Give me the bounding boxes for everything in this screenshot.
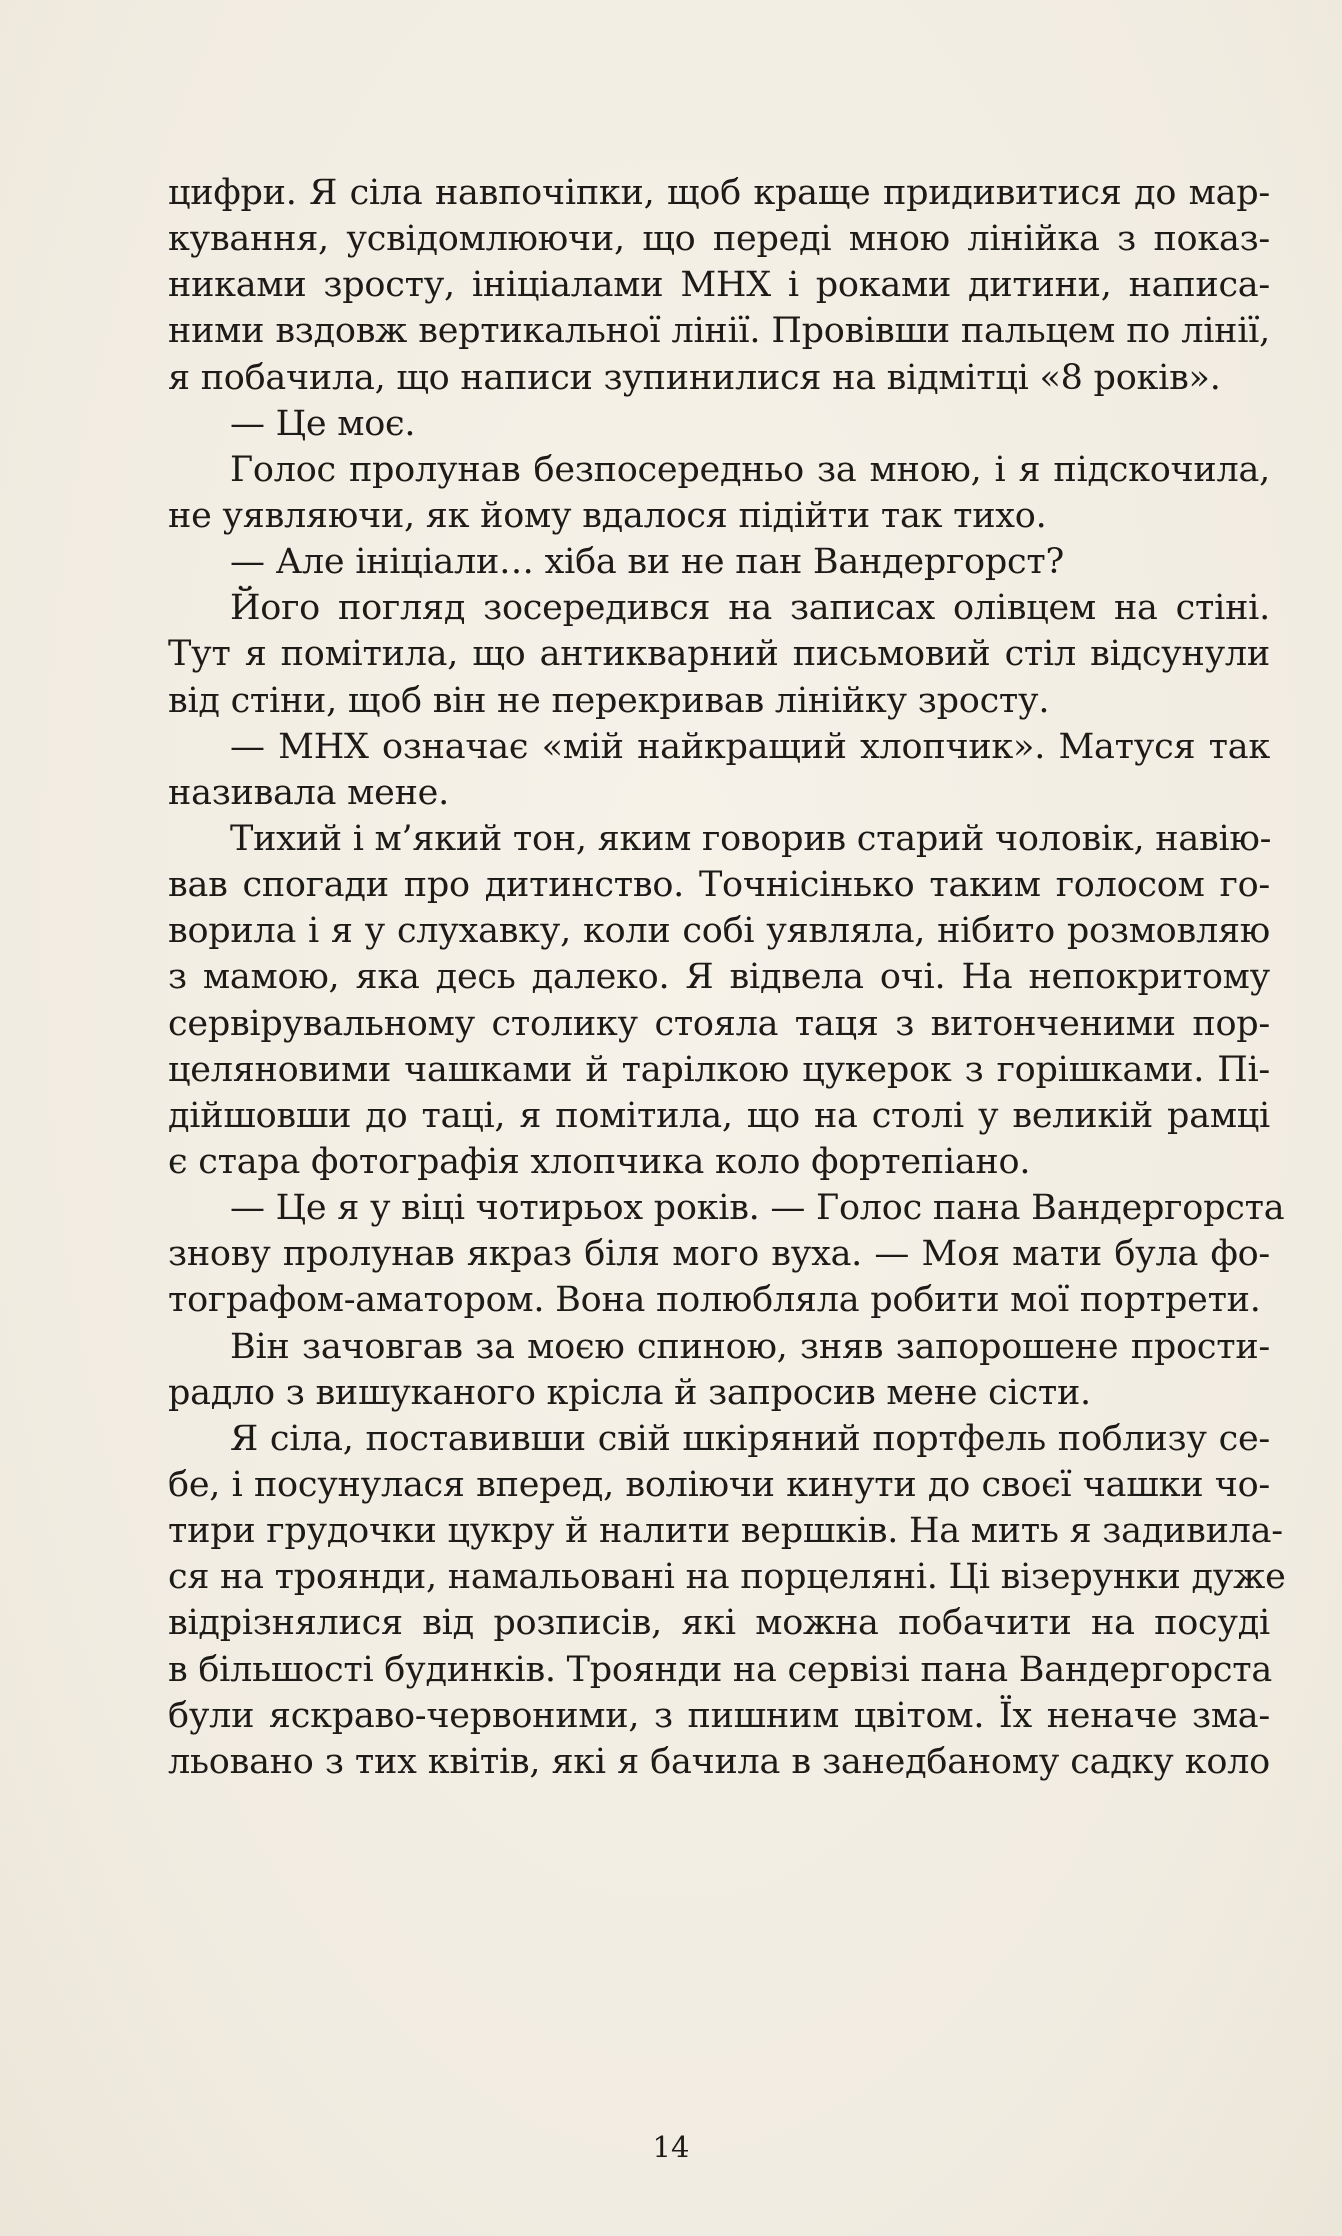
text-line: Він зачовгав за моєю спиною, зняв запорошене прости-	[230, 1326, 1270, 1367]
text-line: Я сіла, поставивши свій шкіряний портфель поблизу се-	[230, 1418, 1270, 1459]
text-line: відрізнялися від розписів, які можна побачити на посуді	[168, 1603, 1270, 1644]
page-number: 14	[652, 2130, 690, 2164]
text-line: — Але ініціали… хіба ви не пан Вандергорст?	[230, 542, 1065, 583]
text-line: ся на троянди, намальовані на порцеляні. Ці візерунки дуже	[168, 1557, 1286, 1598]
text-line: — Це моє.	[230, 403, 416, 444]
text-line: ворила і я у слухавку, коли собі уявляла, нібито розмовляю	[168, 911, 1270, 952]
text-line: льовано з тих квітів, які я бачила в занедбаному садку коло	[168, 1741, 1270, 1782]
text-line: тографом-аматором. Вона полюбляла робити мої портрети.	[168, 1280, 1261, 1321]
text-line: є стара фотографія хлопчика коло фортепіано.	[168, 1141, 1031, 1182]
text-line: ними вздовж вертикальної лінії. Провівши пальцем по лінії,	[168, 311, 1270, 352]
text-line: Тут я помітила, що антикварний письмовий стіл відсунули	[168, 634, 1270, 675]
text-line: з мамою, яка десь далеко. Я відвела очі. На непокритому	[168, 957, 1270, 998]
text-line: — МНХ означає «мій найкращий хлопчик». Матуся так	[230, 726, 1270, 767]
text-line: вав спогади про дитинство. Точнісінько таким голосом го-	[168, 865, 1270, 906]
text-line: називала мене.	[168, 772, 450, 813]
text-line: бе, і посунулася вперед, воліючи кинути до своєї чашки чо-	[168, 1464, 1270, 1505]
text-line: від стіни, щоб він не перекривав лінійку зросту.	[168, 680, 1050, 721]
text-line: радло з вишуканого крісла й запросив мене сісти.	[168, 1372, 1091, 1413]
text-line: Його погляд зосередився на записах олівцем на стіні.	[230, 588, 1270, 629]
text-line: целяновими чашками й тарілкою цукерок з горішками. Пі-	[168, 1049, 1270, 1090]
text-line: були яскраво-червоними, з пишним цвітом. Їх неначе зма-	[168, 1695, 1270, 1736]
text-line: в більшості будинків. Троянди на сервізі пана Вандергорста	[168, 1649, 1272, 1690]
text-line: знову пролунав якраз біля мого вуха. — Моя мати була фо-	[168, 1234, 1270, 1275]
text-line: Тихий і м’який тон, яким говорив старий чоловік, навію-	[230, 818, 1272, 859]
text-line: не уявляючи, як йому вдалося підійти так тихо.	[168, 495, 1047, 536]
text-line: дійшовши до таці, я помітила, що на столі у великій рамці	[168, 1095, 1270, 1136]
text-line: тири грудочки цукру й налити вершків. На мить я задивила-	[168, 1511, 1283, 1552]
text-line: никами зросту, ініціалами МНХ і роками дитини, написа-	[168, 265, 1270, 306]
text-line: кування, усвідомлюючи, що переді мною лінійка з показ-	[168, 219, 1270, 260]
body-text	[168, 170, 1286, 1785]
text-line: Голос пролунав безпосередньо за мною, і я підскочила,	[230, 449, 1270, 490]
text-line: сервірувальному столику стояла таця з витонченими пор-	[168, 1003, 1270, 1044]
text-line: я побачила, що написи зупинилися на відмітці «8 років».	[168, 357, 1221, 398]
text-line: цифри. Я сіла навпочіпки, щоб краще придивитися до мар-	[168, 173, 1270, 213]
text-line: — Це я у віці чотирьох років. — Голос пана Вандергорста	[230, 1188, 1285, 1229]
